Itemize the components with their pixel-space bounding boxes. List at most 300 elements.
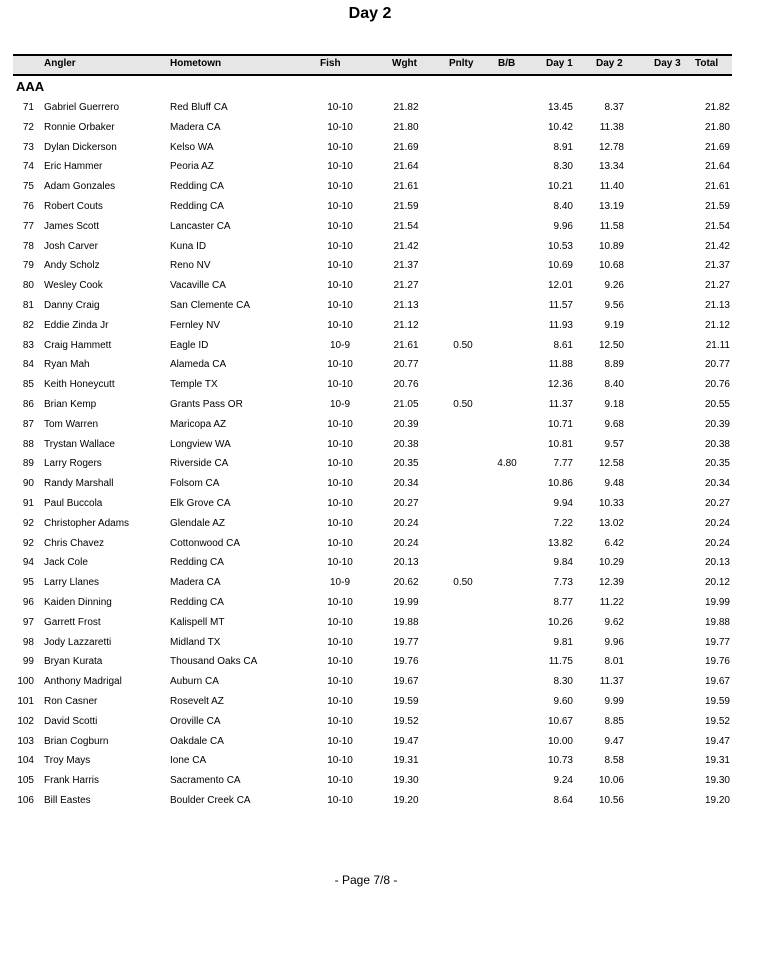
table-row: [0, 375, 766, 395]
cell-total: 21.82: [704, 102, 730, 113]
cell-wght: 19.52: [393, 715, 419, 727]
table-row: [0, 633, 766, 653]
cell-hometown: Ione CA: [170, 755, 207, 767]
cell-day2: 6.42: [604, 537, 624, 549]
cell-fish: 10-10: [327, 438, 353, 450]
cell-hometown: San Clemente CA: [170, 299, 251, 311]
cell-day2: 13.19: [598, 200, 624, 212]
cell-angler: Troy Mays: [44, 755, 91, 767]
cell-angler: Trystan Wallace: [44, 438, 115, 450]
cell-fish: 10-10: [327, 794, 353, 806]
table-row: [0, 474, 766, 494]
col-bb: B/B: [498, 58, 516, 69]
cell-day2: 12.50: [598, 339, 624, 351]
table-row: [0, 395, 766, 415]
cell-day1: 10.86: [547, 478, 573, 490]
cell-total: 21.11: [705, 339, 730, 351]
cell-hometown: Peoria AZ: [170, 161, 214, 173]
cell-day2: 11.40: [599, 181, 624, 193]
cell-place: 80: [22, 280, 34, 292]
cell-hometown: Kelso WA: [170, 141, 214, 153]
cell-angler: Chris Chavez: [44, 537, 105, 549]
cell-hometown: Midland TX: [170, 636, 221, 648]
cell-day2: 8.89: [604, 359, 624, 371]
cell-place: 84: [22, 359, 34, 371]
cell-angler: Craig Hammett: [44, 339, 112, 351]
results-table: [0, 98, 766, 811]
cell-hometown: Kuna ID: [170, 240, 207, 252]
cell-hometown: Rosevelt AZ: [170, 695, 224, 707]
cell-day1: 10.42: [547, 121, 573, 133]
cell-place: 103: [17, 735, 34, 747]
cell-hometown: Madera CA: [170, 577, 221, 589]
cell-total: 21.37: [704, 260, 730, 272]
cell-day1: 9.96: [553, 220, 573, 232]
cell-day2: 9.68: [604, 418, 624, 430]
cell-bb: 4.80: [497, 458, 517, 470]
cell-day1: 9.24: [553, 775, 573, 787]
cell-day1: 11.75: [548, 656, 573, 668]
table-row: [0, 573, 766, 593]
page-footer: - Page 7/8 -: [334, 873, 398, 887]
cell-total: 19.88: [704, 616, 730, 628]
cell-day2: 9.99: [604, 695, 624, 707]
cell-wght: 19.77: [393, 636, 419, 648]
cell-total: 19.77: [704, 636, 730, 648]
cell-place: 94: [22, 557, 34, 569]
cell-total: 20.24: [704, 537, 730, 549]
cell-total: 20.34: [704, 478, 730, 490]
cell-place: 95: [22, 577, 34, 589]
cell-hometown: Temple TX: [170, 379, 218, 391]
cell-wght: 20.39: [393, 418, 419, 430]
cell-day1: 8.61: [553, 339, 573, 351]
cell-angler: Adam Gonzales: [44, 181, 116, 193]
cell-day1: 10.00: [547, 735, 573, 747]
cell-place: 92: [22, 517, 34, 529]
cell-angler: Larry Rogers: [44, 458, 102, 470]
cell-day2: 9.18: [604, 398, 624, 410]
cell-day1: 8.30: [553, 676, 573, 688]
cell-pnlty: 0.50: [453, 398, 473, 410]
table-row: [0, 652, 766, 672]
cell-wght: 19.20: [393, 794, 419, 806]
cell-fish: 10-10: [327, 557, 353, 569]
cell-fish: 10-10: [327, 775, 353, 787]
cell-hometown: Kalispell MT: [170, 616, 225, 628]
cell-wght: 21.80: [393, 121, 419, 133]
cell-total: 19.59: [704, 695, 730, 707]
cell-wght: 20.77: [393, 359, 419, 371]
cell-day2: 10.89: [598, 240, 624, 252]
cell-hometown: Riverside CA: [170, 458, 229, 470]
cell-hometown: Reno NV: [170, 260, 211, 272]
cell-day2: 9.26: [604, 280, 624, 292]
col-total: Total: [695, 58, 719, 69]
cell-place: 96: [22, 596, 34, 608]
cell-wght: 20.38: [393, 438, 419, 450]
cell-total: 21.69: [704, 141, 730, 153]
cell-place: 101: [17, 695, 34, 707]
cell-angler: Andy Scholz: [44, 260, 100, 272]
cell-place: 105: [17, 775, 34, 787]
cell-place: 86: [22, 398, 34, 410]
cell-day1: 10.73: [547, 755, 573, 767]
cell-place: 73: [22, 141, 34, 153]
cell-hometown: Cottonwood CA: [170, 537, 241, 549]
cell-fish: 10-9: [329, 398, 350, 410]
cell-wght: 19.76: [393, 656, 419, 668]
cell-fish: 10-10: [327, 161, 353, 173]
cell-wght: 20.27: [393, 497, 419, 509]
cell-pnlty: 0.50: [453, 577, 473, 589]
cell-day1: 7.73: [553, 577, 573, 589]
cell-pnlty: 0.50: [453, 339, 473, 351]
cell-fish: 10-10: [327, 458, 353, 470]
cell-total: 19.52: [704, 715, 730, 727]
table-row: [0, 712, 766, 732]
cell-wght: 20.24: [393, 517, 419, 529]
cell-place: 92: [22, 537, 34, 549]
cell-angler: Keith Honeycutt: [44, 379, 115, 391]
cell-place: 78: [22, 240, 34, 252]
cell-fish: 10-10: [327, 200, 353, 212]
cell-total: 20.35: [704, 458, 730, 470]
cell-day1: 10.69: [547, 260, 573, 272]
table-row: [0, 514, 766, 534]
cell-total: 20.38: [704, 438, 730, 450]
cell-day2: 9.48: [604, 478, 624, 490]
cell-fish: 10-10: [327, 596, 353, 608]
cell-hometown: Glendale AZ: [170, 517, 226, 529]
cell-hometown: Redding CA: [170, 557, 224, 569]
cell-place: 98: [22, 636, 34, 648]
cell-wght: 20.62: [393, 577, 419, 589]
cell-total: 20.77: [704, 359, 730, 371]
table-row: [0, 276, 766, 296]
cell-fish: 10-10: [327, 181, 353, 193]
cell-angler: Christopher Adams: [44, 517, 130, 529]
cell-wght: 21.59: [393, 200, 419, 212]
cell-place: 85: [22, 379, 34, 391]
cell-total: 19.20: [704, 794, 730, 806]
cell-day1: 12.36: [547, 379, 573, 391]
cell-total: 20.13: [704, 557, 730, 569]
table-header: [13, 54, 732, 76]
cell-place: 91: [22, 497, 34, 509]
cell-angler: Ronnie Orbaker: [44, 121, 115, 133]
cell-total: 21.27: [704, 280, 730, 292]
cell-day1: 8.30: [553, 161, 573, 173]
cell-fish: 10-10: [327, 755, 353, 767]
cell-hometown: Thousand Oaks CA: [170, 656, 258, 668]
cell-day2: 9.19: [604, 319, 624, 331]
cell-angler: Josh Carver: [44, 240, 98, 252]
cell-fish: 10-10: [327, 240, 353, 252]
cell-fish: 10-10: [327, 299, 353, 311]
cell-hometown: Lancaster CA: [170, 220, 231, 232]
cell-total: 20.27: [704, 497, 730, 509]
cell-hometown: Maricopa AZ: [170, 418, 227, 430]
cell-fish: 10-10: [327, 220, 353, 232]
cell-fish: 10-10: [327, 636, 353, 648]
cell-day1: 12.01: [547, 280, 573, 292]
col-angler: Angler: [44, 58, 76, 69]
cell-total: 21.12: [704, 319, 730, 331]
table-row: [0, 118, 766, 138]
col-fish: Fish: [320, 58, 341, 69]
cell-day1: 9.81: [553, 636, 573, 648]
cell-fish: 10-10: [327, 280, 353, 292]
cell-fish: 10-10: [327, 616, 353, 628]
cell-fish: 10-10: [327, 497, 353, 509]
cell-wght: 20.76: [393, 379, 419, 391]
col-day2: Day 2: [596, 58, 623, 69]
cell-day1: 9.84: [553, 557, 573, 569]
table-row: [0, 613, 766, 633]
table-row: [0, 553, 766, 573]
cell-day1: 8.91: [553, 141, 573, 153]
table-row: [0, 157, 766, 177]
table-row: [0, 98, 766, 118]
cell-place: 83: [22, 339, 34, 351]
cell-fish: 10-10: [327, 715, 353, 727]
cell-place: 79: [22, 260, 34, 272]
cell-total: 20.39: [704, 418, 730, 430]
page-title: Day 2: [348, 5, 392, 22]
cell-wght: 19.47: [393, 735, 419, 747]
cell-hometown: Eagle ID: [170, 339, 209, 351]
cell-wght: 21.13: [393, 299, 419, 311]
cell-angler: Frank Harris: [44, 775, 100, 787]
cell-fish: 10-10: [327, 379, 353, 391]
cell-day1: 11.37: [548, 398, 573, 410]
cell-angler: Bryan Kurata: [44, 656, 103, 668]
cell-fish: 10-10: [327, 260, 353, 272]
cell-place: 100: [17, 676, 34, 688]
cell-place: 99: [22, 656, 34, 668]
table-row: [0, 494, 766, 514]
cell-day2: 9.47: [604, 735, 624, 747]
table-row: [0, 593, 766, 613]
cell-angler: Ryan Mah: [44, 359, 90, 371]
cell-day2: 12.78: [598, 141, 624, 153]
cell-day1: 9.94: [553, 497, 573, 509]
cell-fish: 10-10: [327, 735, 353, 747]
cell-total: 19.31: [704, 755, 730, 767]
table-row: [0, 751, 766, 771]
cell-day1: 10.67: [547, 715, 573, 727]
cell-total: 21.61: [704, 181, 730, 193]
cell-fish: 10-10: [327, 537, 353, 549]
cell-fish: 10-10: [327, 695, 353, 707]
cell-angler: Wesley Cook: [44, 280, 103, 292]
cell-wght: 21.12: [393, 319, 419, 331]
table-row: [0, 435, 766, 455]
section-label: AAA: [16, 79, 45, 94]
col-pnlty: Pnlty: [449, 58, 474, 69]
cell-total: 21.54: [704, 220, 730, 232]
cell-day2: 11.37: [599, 676, 624, 688]
table-row: [0, 355, 766, 375]
cell-day2: 8.37: [604, 102, 624, 113]
cell-place: 97: [22, 616, 34, 628]
cell-day1: 10.81: [547, 438, 573, 450]
table-row: [0, 296, 766, 316]
cell-wght: 19.67: [393, 676, 419, 688]
cell-total: 20.76: [704, 379, 730, 391]
cell-hometown: Alameda CA: [170, 359, 227, 371]
cell-place: 104: [17, 755, 34, 767]
cell-total: 21.42: [704, 240, 730, 252]
cell-place: 102: [17, 715, 34, 727]
cell-day2: 8.01: [604, 656, 624, 668]
cell-place: 106: [17, 794, 34, 806]
table-row: [0, 454, 766, 474]
table-row: [0, 256, 766, 276]
cell-angler: Eddie Zinda Jr: [44, 319, 109, 331]
cell-place: 88: [22, 438, 34, 450]
cell-hometown: Redding CA: [170, 596, 224, 608]
cell-day2: 12.39: [598, 577, 624, 589]
table-row: [0, 692, 766, 712]
cell-wght: 21.82: [393, 102, 419, 113]
cell-hometown: Vacaville CA: [170, 280, 226, 292]
cell-wght: 19.59: [393, 695, 419, 707]
cell-place: 82: [22, 319, 34, 331]
cell-day2: 10.33: [598, 497, 624, 509]
cell-day1: 10.21: [547, 181, 573, 193]
cell-total: 21.80: [704, 121, 730, 133]
cell-angler: Dylan Dickerson: [44, 141, 117, 153]
cell-day1: 10.53: [547, 240, 573, 252]
col-wght: Wght: [392, 58, 417, 69]
cell-hometown: Elk Grove CA: [170, 497, 231, 509]
table-row: [0, 138, 766, 158]
cell-wght: 20.34: [393, 478, 419, 490]
cell-place: 81: [22, 299, 34, 311]
cell-total: 20.24: [704, 517, 730, 529]
table-row: [0, 336, 766, 356]
cell-day1: 10.71: [547, 418, 573, 430]
cell-angler: Anthony Madrigal: [44, 676, 122, 688]
cell-wght: 21.61: [393, 339, 419, 351]
cell-day2: 8.58: [604, 755, 624, 767]
cell-place: 77: [22, 220, 34, 232]
cell-hometown: Oroville CA: [170, 715, 221, 727]
cell-day2: 13.34: [598, 161, 624, 173]
cell-hometown: Oakdale CA: [170, 735, 224, 747]
cell-angler: Paul Buccola: [44, 497, 103, 509]
cell-total: 19.47: [704, 735, 730, 747]
cell-angler: Eric Hammer: [44, 161, 103, 173]
cell-place: 87: [22, 418, 34, 430]
cell-hometown: Boulder Creek CA: [170, 794, 251, 806]
cell-place: 72: [22, 121, 34, 133]
cell-day1: 13.82: [547, 537, 573, 549]
cell-hometown: Fernley NV: [170, 319, 221, 331]
cell-hometown: Madera CA: [170, 121, 221, 133]
cell-wght: 19.88: [393, 616, 419, 628]
cell-total: 21.64: [704, 161, 730, 173]
table-row: [0, 732, 766, 752]
cell-day2: 12.58: [598, 458, 624, 470]
cell-day2: 10.68: [598, 260, 624, 272]
cell-day2: 11.22: [599, 596, 624, 608]
table-row: [0, 197, 766, 217]
cell-total: 19.30: [704, 775, 730, 787]
cell-day2: 11.58: [599, 220, 624, 232]
table-row: [0, 217, 766, 237]
cell-day1: 11.88: [548, 359, 573, 371]
cell-wght: 20.24: [393, 537, 419, 549]
cell-wght: 21.69: [393, 141, 419, 153]
table-row: [0, 534, 766, 554]
cell-hometown: Grants Pass OR: [170, 398, 243, 410]
cell-hometown: Red Bluff CA: [170, 102, 228, 113]
cell-day2: 10.29: [598, 557, 624, 569]
cell-fish: 10-10: [327, 102, 353, 113]
cell-wght: 21.54: [393, 220, 419, 232]
cell-place: 90: [22, 478, 34, 490]
cell-day1: 10.26: [547, 616, 573, 628]
cell-wght: 21.61: [393, 181, 419, 193]
cell-total: 21.13: [704, 299, 730, 311]
cell-fish: 10-10: [327, 478, 353, 490]
cell-fish: 10-10: [327, 141, 353, 153]
cell-day1: 13.45: [547, 102, 573, 113]
cell-day2: 11.38: [599, 121, 624, 133]
table-row: [0, 177, 766, 197]
cell-day2: 9.96: [604, 636, 624, 648]
cell-angler: Larry Llanes: [44, 577, 100, 589]
cell-wght: 20.13: [393, 557, 419, 569]
cell-place: 75: [22, 181, 34, 193]
cell-hometown: Redding CA: [170, 181, 224, 193]
cell-day1: 8.64: [553, 794, 573, 806]
cell-day1: 7.22: [553, 517, 573, 529]
table-row: [0, 791, 766, 811]
cell-day1: 7.77: [553, 458, 573, 470]
cell-wght: 20.35: [393, 458, 419, 470]
cell-angler: Jack Cole: [44, 557, 88, 569]
cell-wght: 19.31: [393, 755, 419, 767]
cell-day2: 9.56: [604, 299, 624, 311]
cell-angler: James Scott: [44, 220, 100, 232]
cell-day2: 8.40: [604, 379, 624, 391]
cell-fish: 10-10: [327, 319, 353, 331]
cell-hometown: Sacramento CA: [170, 775, 241, 787]
cell-day2: 9.57: [604, 438, 624, 450]
cell-total: 19.99: [704, 596, 730, 608]
cell-hometown: Redding CA: [170, 200, 224, 212]
cell-place: 71: [22, 102, 34, 113]
cell-wght: 21.64: [393, 161, 419, 173]
cell-day2: 9.62: [604, 616, 624, 628]
cell-place: 76: [22, 200, 34, 212]
cell-wght: 19.30: [393, 775, 419, 787]
cell-place: 89: [22, 458, 34, 470]
table-row: [0, 316, 766, 336]
cell-place: 74: [22, 161, 34, 173]
cell-wght: 19.99: [393, 596, 419, 608]
cell-angler: Danny Craig: [44, 299, 100, 311]
cell-angler: David Scotti: [44, 715, 98, 727]
cell-hometown: Longview WA: [170, 438, 231, 450]
cell-angler: Brian Kemp: [44, 398, 97, 410]
cell-angler: Bill Eastes: [44, 794, 91, 806]
cell-fish: 10-9: [329, 577, 350, 589]
